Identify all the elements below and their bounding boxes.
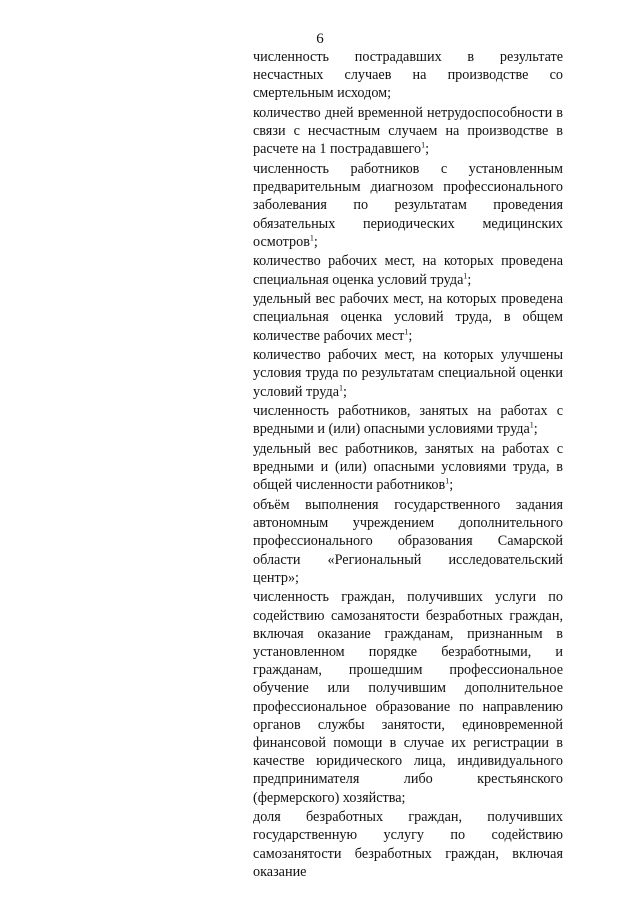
paragraph-7: численность работников, занятых на работах с вредными и (или) опасными условиями труда$^1$; [253,403,563,438]
paragraph-10: численность граждан, получивших услуги по содействию самозанятости безработных граждан, включая оказание гражданам, признанным в установленном порядке безработными, и гражданам, прошедшим профессиональное обучение или получившим дополнительное профессиональное образование по направлению органов службы занятости, единовременной финансовой помощи в случае их регистрации в качестве юридического лица, индивидуального предпринимателя либо крестьянского (фермерского) хозяйства; [253,589,563,806]
paragraph-5: удельный вес рабочих мест, на которых проведена специальная оценка условий труда, в общем количестве рабочих мест$^1$; [253,291,563,344]
footnote-marker: 1 [339,382,343,392]
paragraph-6: количество рабочих мест, на которых улучшены условия труда по результатам специальной оценки условий труда$^1$; [253,347,563,400]
paragraph-11: доля безработных граждан, получивших государственную услугу по содействию самозанятости безработных граждан, включая оказание [253,809,563,880]
footnote-marker: 1 [445,476,450,486]
document-body [253,48,563,882]
paragraph-2: количество дней временной нетрудоспособности в связи с несчастным случаем на производстве в расчете на 1 пострадавшего$^1$; [253,105,563,158]
paragraph-9: объём выполнения государственного задания автономным учреждением дополнительного профессионального образования Самарской области «Региональный исследовательский центр»; [253,497,563,586]
paragraph-1: численность пострадавших в результате несчастных случаев на производстве со смертельным исходом; [253,49,563,102]
page-number: 6 [316,31,324,47]
paragraph-3: численность работников с установленным предварительным диагнозом профессионального заболевания по результатам проведения обязательных периодических медицинских осмотров$^1$; [253,161,563,250]
paragraph-4: количество рабочих мест, на которых проведена специальная оценка условий труда$^1$; [253,253,563,288]
footnote-marker: 1 [404,326,409,336]
footnote-marker: 1 [309,233,314,243]
footnote-marker: 1 [463,270,468,280]
paragraph-8: удельный вес работников, занятых на работах с вредными и (или) опасными условиями труда, в общей численности работников$^1$; [253,441,563,494]
footnote-marker: 1 [421,140,426,150]
footnote-marker: 1 [529,420,534,430]
